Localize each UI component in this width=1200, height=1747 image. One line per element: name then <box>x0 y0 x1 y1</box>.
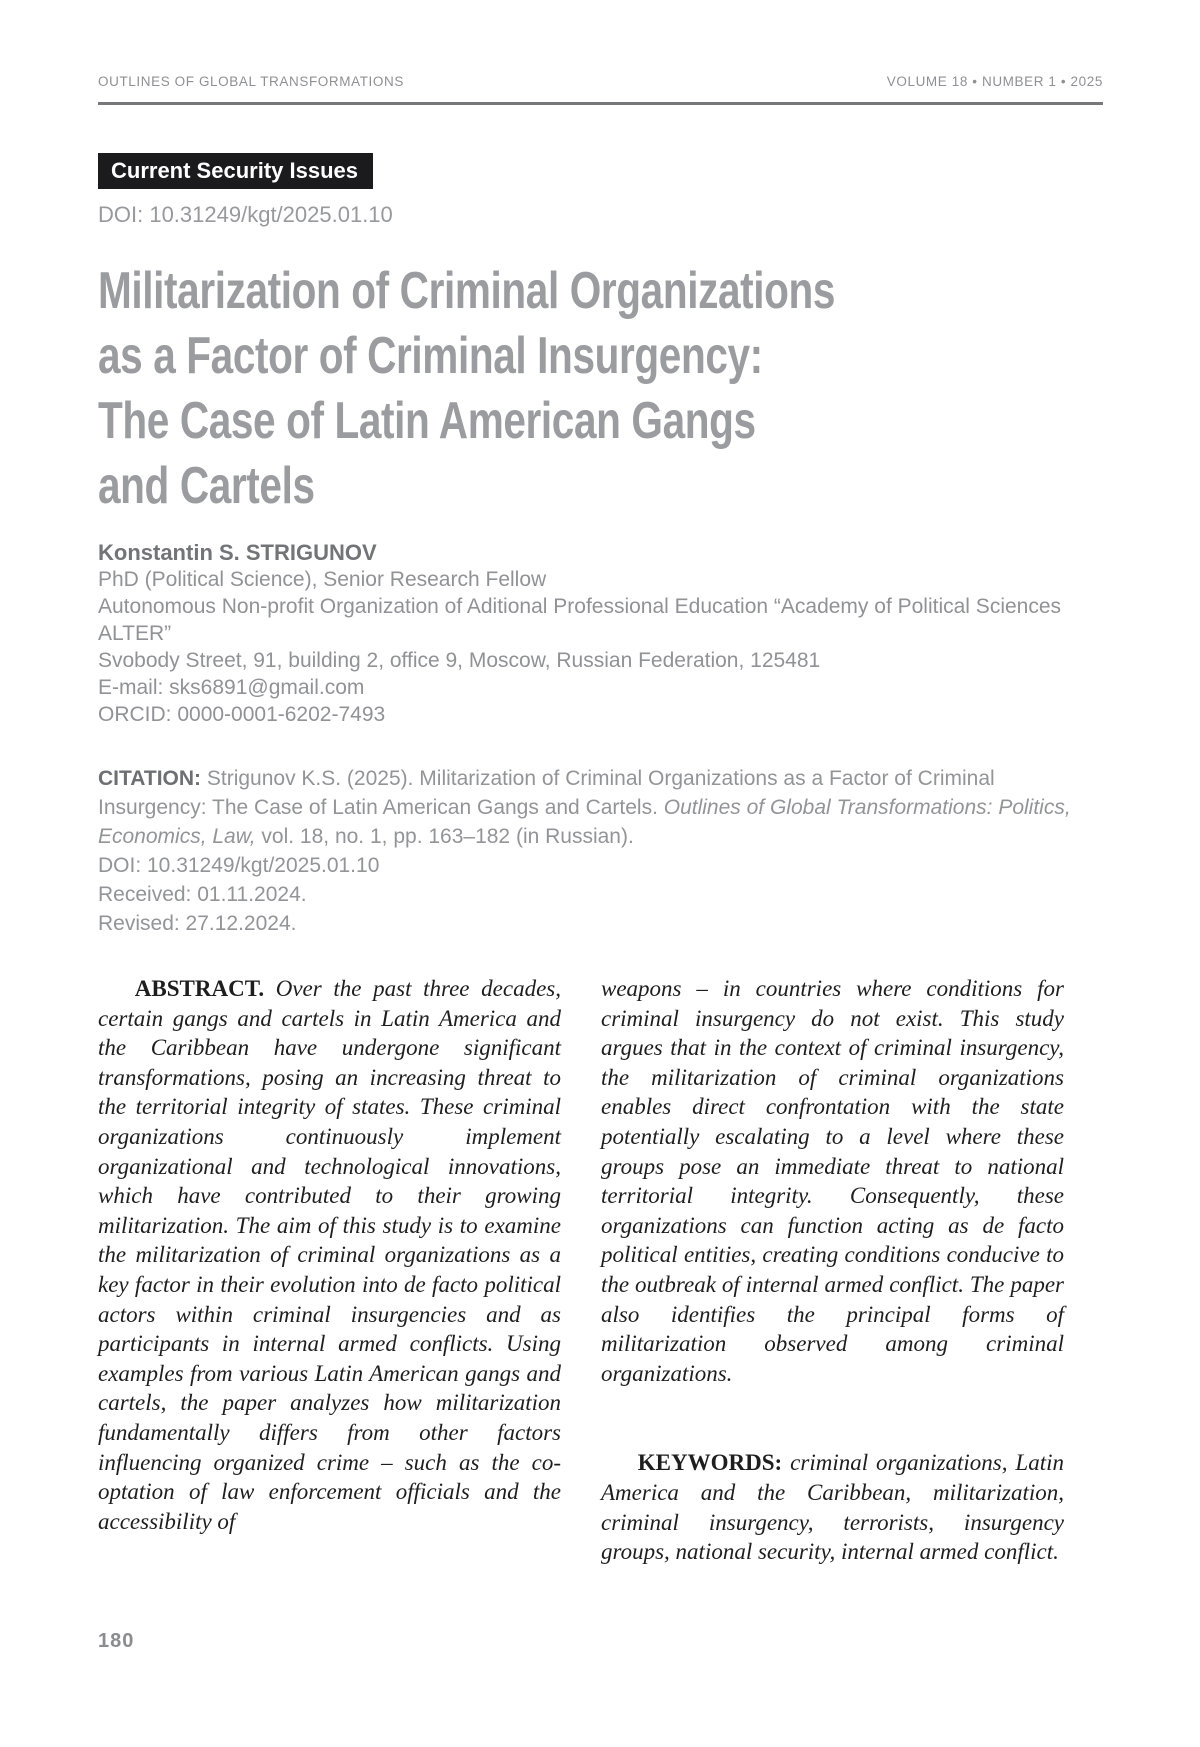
article-title-line: and Cartels <box>98 457 315 515</box>
citation-journal-title: Outlines of Global Transformations: Politics, Economics, Law, <box>98 796 1071 848</box>
abstract-column-right <box>601 974 1064 1567</box>
citation-doi: DOI: 10.31249/kgt/2025.01.10 <box>98 854 380 877</box>
citation-block <box>98 764 1103 938</box>
citation-label: CITATION: <box>98 767 202 790</box>
running-header <box>98 0 1103 89</box>
abstract-label: ABSTRACT. <box>134 976 265 1001</box>
page-number: 180 <box>98 1630 135 1652</box>
author-block <box>98 539 1103 728</box>
author-address: Svobody Street, 91, building 2, office 9, Moscow, Russian Federation, 125481 <box>98 649 821 672</box>
abstract-text-right: weapons – in countries where conditions for criminal insurgency do not exist. This study argues that in the context of criminal insurgency, the militarization of criminal organizations enables direct confrontation with the state potentially escalating to a level where these groups pose an immediate threat to national territorial integrity. Consequently, these organizations can function acting as de facto political entities, creating conditions conducive to the outbreak of internal armed conflict. The paper also identifies the principal forms of militarization observed among criminal organizations. <box>601 976 1064 1386</box>
abstract-text-left: Over the past three decades, certain gangs and cartels in Latin America and the Caribbean have undergone significant transformations, posing an increasing threat to the territorial integrity of states. These criminal organizations continuously implement organizational and technological innovations, which have contributed to their growing militarization. The aim of this study is to examine the militarization of criminal organizations as a key factor in their evolution into de facto political actors within criminal insurgencies and as participants in internal armed conflicts. Using examples from various Latin American gangs and cartels, the paper analyzes how militarization fundamentally differs from other factors influencing organized crime – such as the co-optation of law enforcement officials and the accessibility of <box>98 976 561 1534</box>
citation-text <box>98 764 1103 851</box>
abstract-paragraph <box>98 974 561 1536</box>
section-badge: Current Security Issues <box>98 153 373 189</box>
author-name: Konstantin S. STRIGUNOV <box>98 540 377 565</box>
abstract-section <box>98 974 1064 1567</box>
article-title-line: as a Factor of Criminal Insurgency: <box>98 327 763 385</box>
citation-before: Strigunov K.S. (2025). Militarization of Criminal Organizations as a Factor of Criminal Insurgency: The Case of Latin American Gangs and Cartels. <box>98 767 995 819</box>
author-position: PhD (Political Science), Senior Research Fellow <box>98 568 547 591</box>
article-title <box>98 259 1103 519</box>
revised-date: Revised: 27.12.2024. <box>98 912 297 935</box>
page <box>98 0 1103 1567</box>
citation-after: vol. 18, no. 1, pp. 163–182 (in Russian). <box>255 825 634 848</box>
received-date: Received: 01.11.2024. <box>98 883 307 906</box>
issue-info: VOLUME 18 • NUMBER 1 • 2025 <box>886 74 1103 89</box>
author-orcid: ORCID: 0000-0001-6202-7493 <box>98 703 386 726</box>
doi-text: DOI: 10.31249/kgt/2025.01.10 <box>98 202 393 227</box>
article-title-line: The Case of Latin American Gangs <box>98 392 756 450</box>
article-title-line: Militarization of Criminal Organizations <box>98 262 836 320</box>
journal-name: OUTLINES OF GLOBAL TRANSFORMATIONS <box>98 74 404 89</box>
author-affiliation: Autonomous Non-profit Organization of Aditional Professional Education “Academy of Political Sciences ALTER” <box>98 595 1062 645</box>
abstract-column-left <box>98 974 561 1567</box>
keywords-paragraph <box>601 1448 1064 1566</box>
keywords-text: criminal organizations, Latin America and the Caribbean, militarization, criminal insurgency, terrorists, insurgency groups, national security, internal armed conflict. <box>601 1450 1064 1565</box>
author-email: E-mail: sks6891@gmail.com <box>98 676 365 699</box>
keywords-label: KEYWORDS: <box>637 1450 783 1476</box>
